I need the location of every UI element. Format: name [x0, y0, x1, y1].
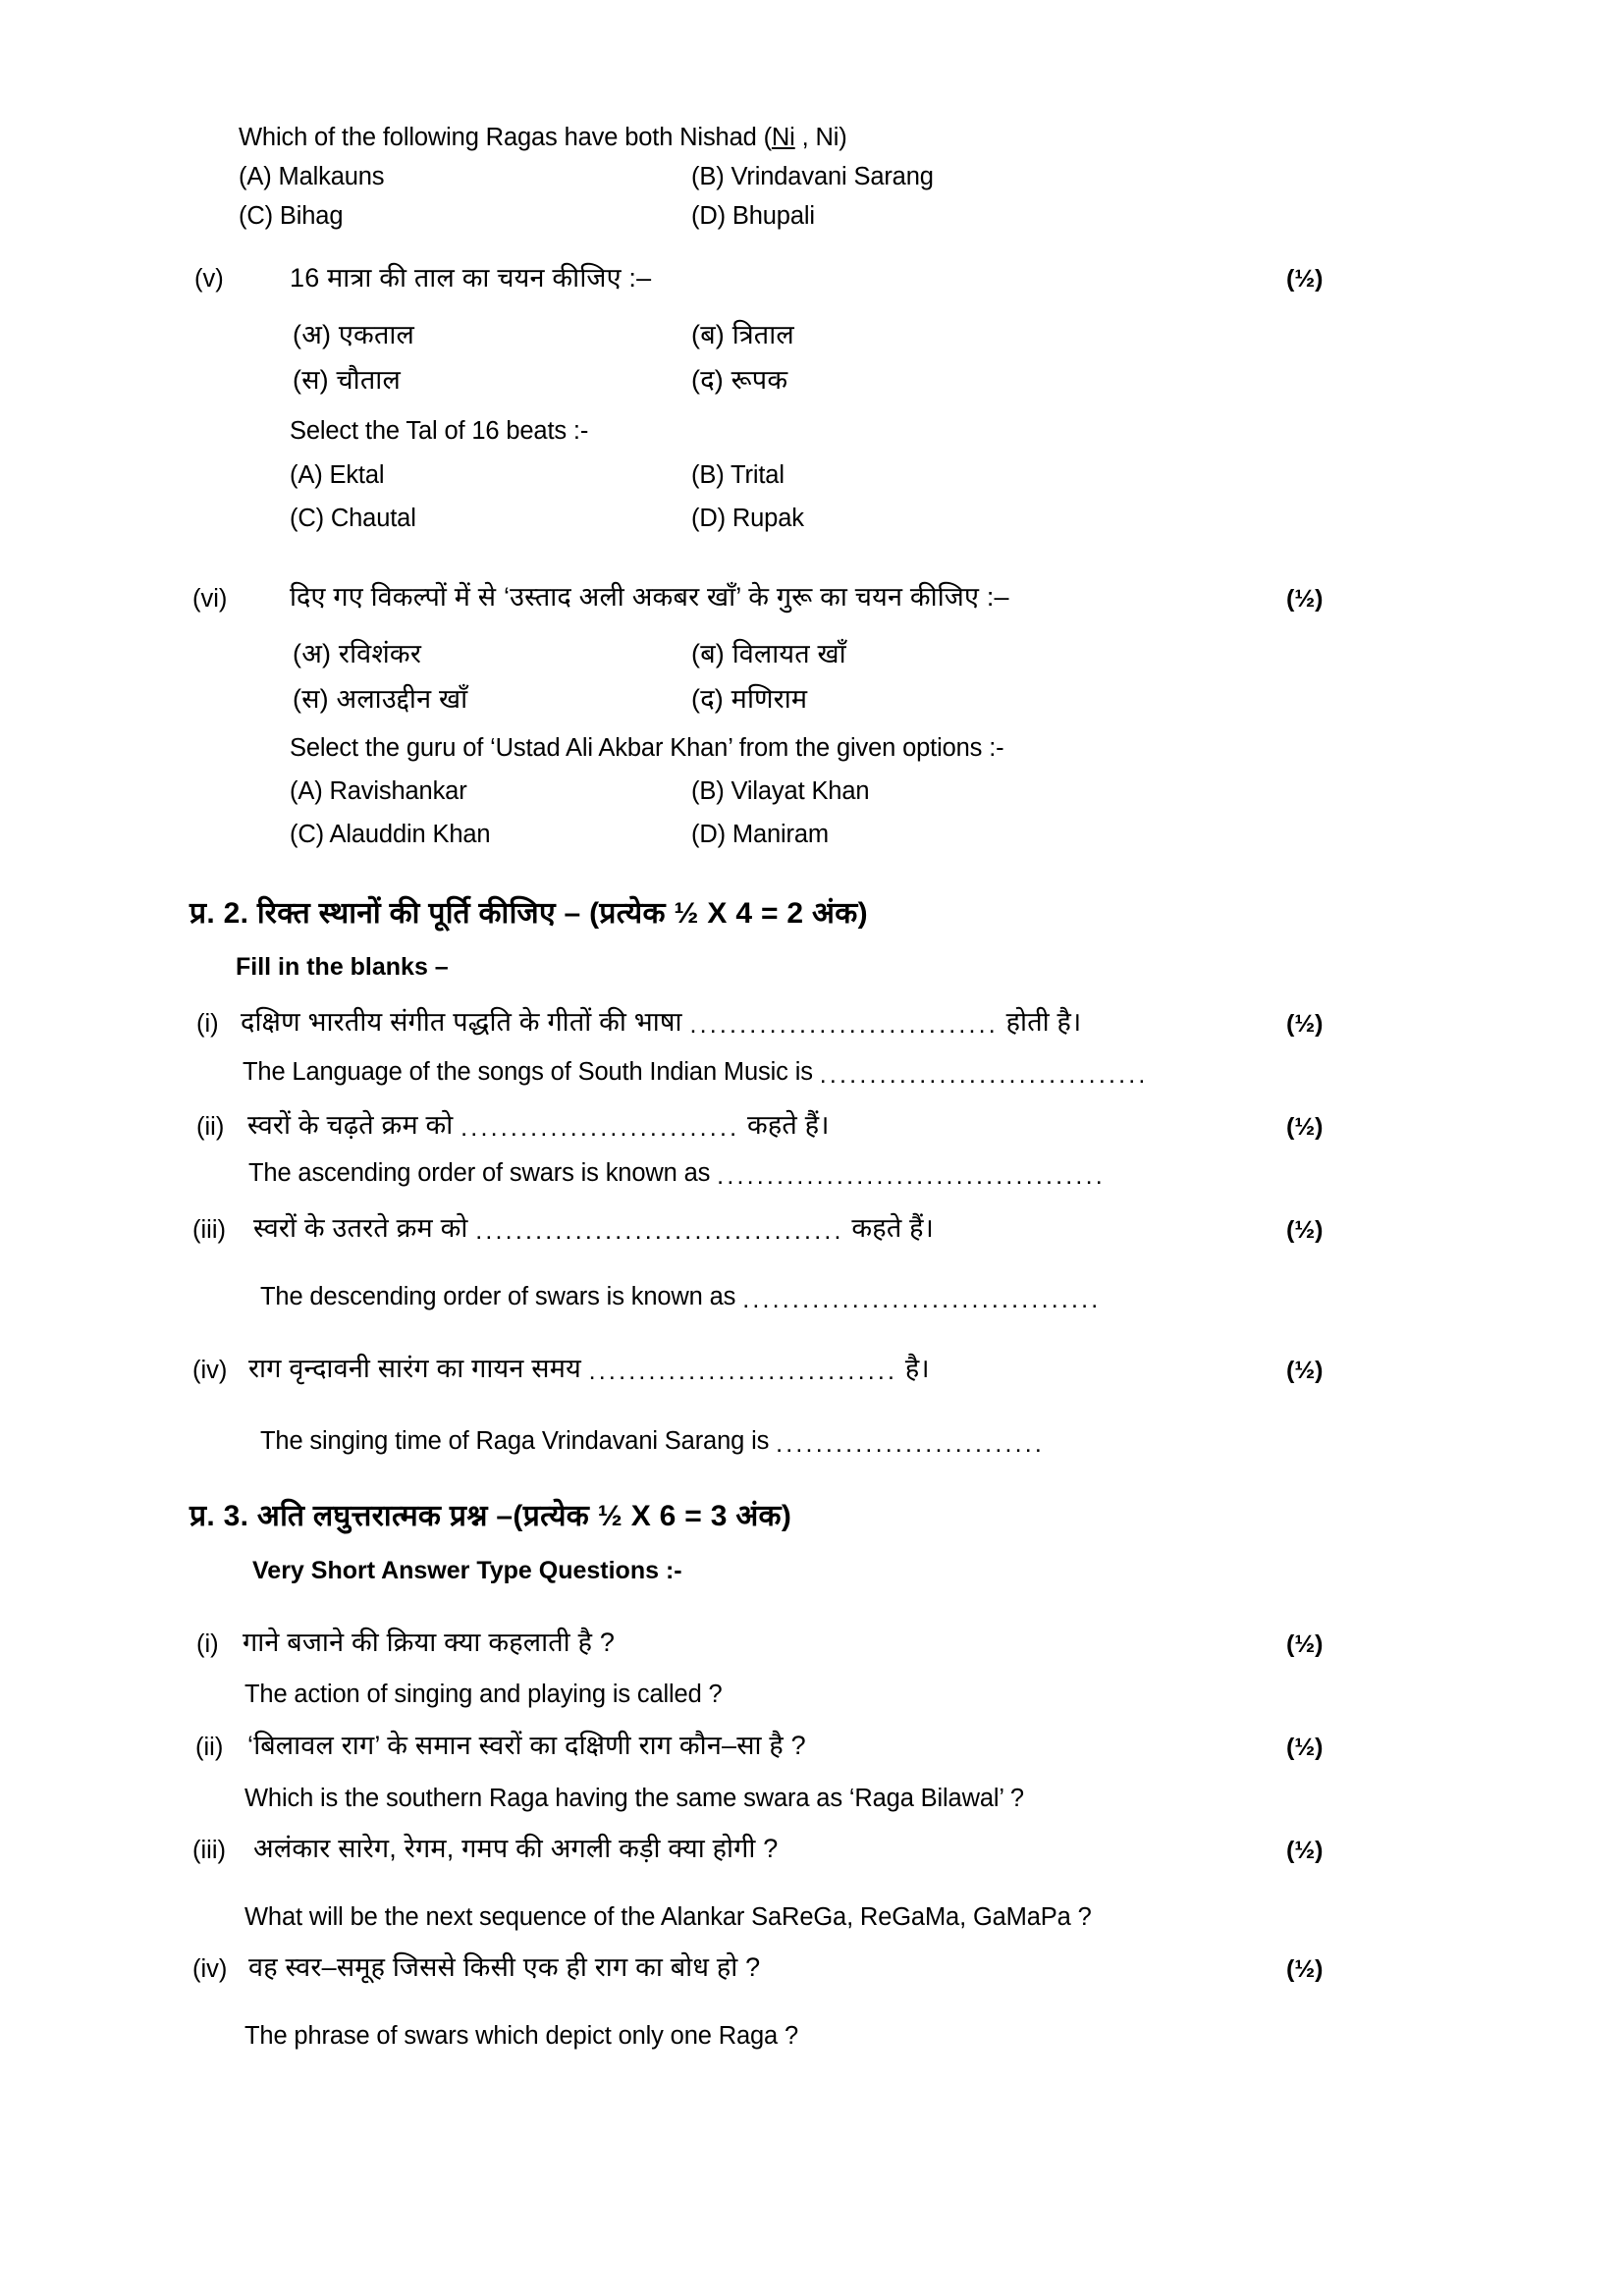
q3-item-2-hindi: ‘बिलावल राग’ के समान स्वरों का दक्षिणी राग कौन–सा है ?: [247, 1731, 806, 1760]
q2-item-3-marks: (½): [1286, 1216, 1324, 1244]
question-v-option-c-english[interactable]: (C) Chautal: [290, 505, 416, 532]
q2-item-4-english-blank: ...........................: [776, 1430, 1046, 1458]
question-vi-option-a-english[interactable]: (A) Ravishankar: [290, 777, 467, 805]
q2-item-4-hindi-after: है।: [897, 1354, 930, 1383]
q3-item-2-english: Which is the southern Raga having the same swara as ‘Raga Bilawal’ ?: [244, 1785, 1024, 1812]
question-v-marks: (½): [1286, 265, 1324, 293]
q2-item-1-hindi-after: होती है।: [998, 1007, 1082, 1037]
question-v-option-b-english[interactable]: (B) Trital: [691, 461, 785, 489]
q3-item-2-marks: (½): [1286, 1734, 1324, 1761]
q2-item-3-english-before: The descending order of swars is known as: [260, 1283, 743, 1310]
mcq-prev-option-d[interactable]: (D) Bhupali: [691, 202, 815, 230]
question-v-option-b-hindi[interactable]: (ब) त्रिताल: [691, 320, 794, 349]
question-number-vi: (vi): [192, 585, 228, 613]
q2-item-1-english-before: The Language of the songs of South Indian Music is: [243, 1058, 820, 1086]
q3-item-3-hindi: अलंकार सारेग, रेगम, गमप की अगली कड़ी क्या होगी ?: [253, 1834, 779, 1863]
q2-item-1-hindi-blank: ...............................: [689, 1011, 999, 1039]
q2-item-4-marks: (½): [1286, 1357, 1324, 1384]
q3-item-1-english: The action of singing and playing is called ?: [244, 1681, 723, 1708]
mcq-prev-option-c[interactable]: (C) Bihag: [239, 202, 344, 230]
question-vi-option-c-hindi[interactable]: (स) अलाउद्दीन खाँ: [293, 684, 468, 714]
question-vi-option-b-english[interactable]: (B) Vilayat Khan: [691, 777, 870, 805]
q2-item-1-english-blank: .................................: [819, 1061, 1149, 1089]
question-vi-option-b-hindi[interactable]: (ब) विलायत खाँ: [691, 639, 846, 668]
mcq-prev-option-a[interactable]: (A) Malkauns: [239, 163, 385, 190]
q3-item-4-hindi: वह स्वर–समूह जिससे किसी एक ही राग का बोध हो ?: [248, 1952, 761, 1982]
mcq-prev-stem-text: Which of the following Ragas have both Nishad (: [239, 124, 772, 151]
q2-item-1-number: (i): [196, 1010, 219, 1038]
q2-item-4-english: [260, 1427, 1046, 1458]
question-v-stem-hindi: 16 मात्रा की ताल का चयन कीजिए :–: [290, 263, 652, 293]
q2-item-3-english: [260, 1283, 1102, 1313]
question-v-option-a-english[interactable]: (A) Ektal: [290, 461, 385, 489]
q3-item-4-number: (iv): [192, 1955, 228, 1983]
q2-item-4-number: (iv): [192, 1357, 228, 1384]
question-number-v: (v): [194, 265, 224, 293]
q2-item-4-hindi-before: राग वृन्दावनी सारंग का गायन समय: [248, 1354, 589, 1383]
question-vi-stem-hindi: दिए गए विकल्पों में से ‘उस्ताद अली अकबर खाँ’ के गुरू का चयन कीजिए :–: [290, 582, 1009, 612]
q2-item-2-number: (ii): [196, 1113, 225, 1141]
q2-item-3-hindi-blank: .....................................: [475, 1217, 844, 1245]
question-vi-option-d-hindi[interactable]: (द) मणिराम: [691, 684, 808, 714]
q2-item-3-english-blank: ....................................: [742, 1286, 1102, 1313]
q2-item-2-hindi: [247, 1110, 830, 1142]
q2-item-4-english-before: The singing time of Raga Vrindavani Sarang is: [260, 1427, 777, 1455]
q2-item-2-english: [248, 1159, 1106, 1190]
q2-item-3-number: (iii): [192, 1216, 226, 1244]
question-v-option-a-hindi[interactable]: (अ) एकताल: [293, 320, 415, 349]
question-2-heading-hindi: प्र. 2. रिक्त स्थानों की पूर्ति कीजिए – (प्रत्येक ½ X 4 = 2 अंक): [189, 897, 868, 930]
q3-item-1-hindi: गाने बजाने की क्रिया क्या कहलाती है ?: [243, 1628, 616, 1657]
q3-item-2-number: (ii): [195, 1734, 224, 1761]
q3-item-4-marks: (½): [1286, 1955, 1324, 1983]
question-v-option-d-english[interactable]: (D) Rupak: [691, 505, 804, 532]
q2-item-3-hindi-after: कहते हैं।: [843, 1213, 935, 1243]
mcq-prev-stem-english: [239, 126, 847, 151]
question-3-heading-hindi: प्र. 3. अति लघुत्तरात्मक प्रश्न –(प्रत्येक ½ X 6 = 3 अंक): [189, 1500, 792, 1532]
nishad-komal-underlined: Ni: [771, 124, 795, 151]
q2-item-2-hindi-after: कहते हैं।: [739, 1110, 830, 1140]
question-vi-stem-english: Select the guru of ‘Ustad Ali Akbar Khan’ from the given options :-: [290, 734, 1004, 762]
q2-item-4-hindi: [248, 1354, 930, 1385]
q2-item-1-marks: (½): [1286, 1010, 1324, 1038]
q2-item-4-hindi-blank: ...............................: [588, 1358, 898, 1385]
q2-item-2-marks: (½): [1286, 1113, 1324, 1141]
q3-item-3-number: (iii): [192, 1837, 226, 1864]
q2-item-2-english-before: The ascending order of swars is known as: [248, 1159, 718, 1187]
q3-item-3-english: What will be the next sequence of the Alankar SaReGa, ReGaMa, GaMaPa ?: [244, 1903, 1092, 1931]
question-v-option-d-hindi[interactable]: (द) रूपक: [691, 365, 788, 395]
q3-item-1-marks: (½): [1286, 1630, 1324, 1658]
question-v-stem-english: Select the Tal of 16 beats :-: [290, 417, 589, 445]
q3-item-1-number: (i): [196, 1630, 219, 1658]
mcq-prev-option-b[interactable]: (B) Vrindavani Sarang: [691, 163, 934, 190]
q3-item-4-english: The phrase of swars which depict only one Raga ?: [244, 2022, 799, 2050]
q2-item-1-hindi-before: दक्षिण भारतीय संगीत पद्धति के गीतों की भाषा: [241, 1007, 690, 1037]
question-v-option-c-hindi[interactable]: (स) चौताल: [293, 365, 401, 395]
question-vi-option-a-hindi[interactable]: (अ) रविशंकर: [293, 639, 422, 668]
question-2-heading-english: Fill in the blanks –: [236, 953, 449, 981]
q2-item-3-hindi-before: स्वरों के उतरते क्रम को: [253, 1213, 476, 1243]
question-3-heading-english: Very Short Answer Type Questions :-: [252, 1557, 682, 1584]
q3-item-3-marks: (½): [1286, 1837, 1324, 1864]
q2-item-2-hindi-before: स्वरों के चढ़ते क्रम को: [247, 1110, 461, 1140]
q2-item-1-english: [243, 1058, 1149, 1089]
question-vi-marks: (½): [1286, 585, 1324, 613]
q2-item-2-english-blank: .......................................: [717, 1162, 1106, 1190]
q2-item-1-hindi: [241, 1007, 1082, 1039]
q2-item-3-hindi: [253, 1213, 935, 1245]
mcq-prev-stem-rest: , Ni): [794, 124, 847, 151]
q2-item-2-hindi-blank: ............................: [460, 1114, 740, 1142]
question-vi-option-d-english[interactable]: (D) Maniram: [691, 821, 830, 848]
question-vi-option-c-english[interactable]: (C) Alauddin Khan: [290, 821, 491, 848]
